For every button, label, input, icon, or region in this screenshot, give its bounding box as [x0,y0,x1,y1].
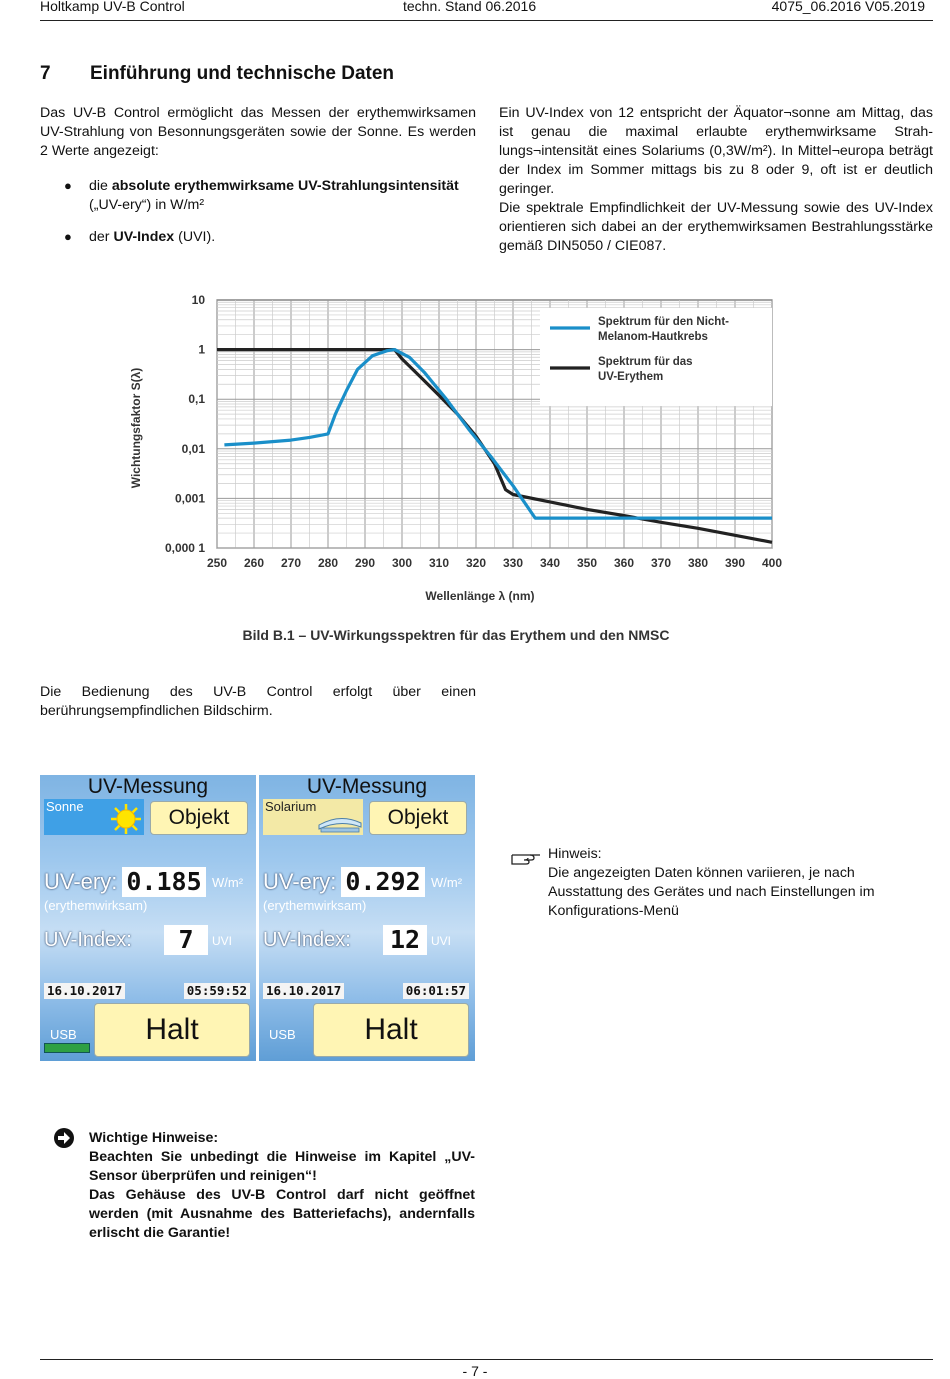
touchscreen-paragraph: Die Bedienung des UV-B Control erfolgt über einen berührungsempfindlichen Bildschirm. [40,684,476,719]
legend-label: Spektrum für das [598,356,693,368]
mode-label: Solarium [265,799,317,814]
usb-label: USB [269,1027,296,1042]
screen-title: UV-Messung [87,775,209,798]
y-tick-labels [165,293,205,555]
device-screen-sonne [40,775,256,1061]
header-product: Holtkamp UV-B Control [40,0,185,14]
uv-ery-value: 0.185 [122,867,206,897]
uv-ery-sublabel: (erythemwirksam) [263,898,367,913]
mode-selector[interactable] [44,799,144,835]
uv-spectrum-chart [120,288,800,650]
sun-icon [110,803,142,835]
x-tick-label: 370 [650,556,672,570]
x-tick-label: 310 [428,556,450,570]
uv-ery-unit: W/m² [212,875,244,890]
intro-paragraph: Das UV-B Control ermöglicht das Messen der erythemwirksamen UV-Strahlung von Besonnungsgeräten sowie der Sonne. Es werden 2 Werte angezeigt: [40,105,476,159]
y-tick-label: 0,1 [188,392,205,407]
section-number: 7 [40,63,51,84]
legend-label: Melanom-Hautkrebs [598,331,708,343]
halt-button[interactable]: Halt [313,1003,469,1057]
screen-time: 05:59:52 [184,983,250,999]
screen-title: UV-Messung [306,775,428,798]
bullet1-bold: absolute erythemwirksame UV-Strahlungsintensität [111,178,459,194]
screen-date: 16.10.2017 [44,983,125,999]
hint-block [548,845,928,921]
screen-date: 16.10.2017 [263,983,344,999]
bullet-uv-index [64,228,479,247]
uv-index-value: 12 [383,925,427,955]
x-tick-label: 280 [317,556,339,570]
uv-index-label: UV-Index: [263,929,351,951]
uv-ery-label: UV-ery: [44,869,118,894]
uv-ery-value: 0.292 [341,867,425,897]
bullet2-bold: UV-Index [113,229,175,245]
uv-ery-unit: W/m² [431,875,463,890]
usb-label: USB [50,1027,77,1042]
bullet1-post: („UV-ery“) in W/m² [89,197,205,213]
chart-caption: Bild B.1 – UV-Wirkungsspektren für das Erythem und den NMSC [242,627,670,643]
header-status: techn. Stand 06.2016 [403,0,537,14]
x-tick-label: 400 [761,556,783,570]
x-tick-label: 360 [613,556,635,570]
y-axis-label: Wichtungsfaktor S(λ) [129,367,143,489]
y-tick-label: 10 [191,293,205,307]
uv-index-unit: UVI [212,934,233,948]
x-tick-label: 350 [576,556,598,570]
bullet2-pre: der [89,229,114,245]
mode-selector[interactable] [263,799,363,835]
bullet1-pre: die [89,178,112,194]
mode-label: Sonne [46,799,84,814]
x-tick-label: 250 [206,556,228,570]
x-tick-label: 390 [724,556,746,570]
chart-legend [540,308,772,406]
legend-label: Spektrum für den Nicht- [598,316,729,328]
important-text-1: Beachten Sie unbedingt die Hinweise im Kapitel „UV-Sensor überprüfen und reinigen“! [89,1149,475,1184]
uv-ery-label: UV-ery: [263,869,337,894]
x-tick-labels [207,556,782,570]
uv-ery-sublabel: (erythemwirksam) [44,898,148,913]
page-number: - 7 - [462,1363,488,1379]
x-tick-label: 300 [391,556,413,570]
screen-time: 06:01:57 [403,983,469,999]
x-tick-label: 260 [243,556,265,570]
header-version: 4075_06.2016 V05.2019 [771,0,925,14]
halt-button[interactable]: Halt [94,1003,250,1057]
important-notes [89,1129,475,1243]
legend-label: UV-Erythem [598,371,664,383]
section-title: Einführung und technische Daten [90,63,395,84]
usb-status-bar [44,1043,90,1053]
page-header [40,0,933,21]
y-tick-label: 0,01 [181,441,205,456]
bullet-uv-ery [64,177,479,215]
section-heading [40,63,394,85]
uv-index-label: UV-Index: [44,929,132,951]
y-tick-label: 1 [198,342,205,357]
x-tick-label: 320 [465,556,487,570]
hint-title: Hinweis: [548,846,602,862]
object-button[interactable]: Objekt [369,801,467,835]
device-screen-solarium [259,775,475,1061]
bullet-dot: ● [64,229,72,244]
bullet-dot: ● [64,178,72,193]
usb-status-bar [263,1043,307,1051]
x-tick-label: 290 [354,556,376,570]
uv-index-unit: UVI [431,934,452,948]
x-tick-label: 380 [687,556,709,570]
x-tick-label: 340 [539,556,561,570]
important-title: Wichtige Hinweise: [89,1130,219,1146]
arrow-circle-icon [53,1127,75,1149]
x-tick-label: 270 [280,556,302,570]
y-tick-label: 0,000 1 [164,541,205,555]
important-text-2: Das Gehäuse des UV-B Control darf nicht geöffnet werden (mit Ausnahme des Batteriefachs), andernfalls erlischt die Garantie! [89,1187,475,1241]
uv-index-value: 7 [164,925,208,955]
hint-text: Die angezeigten Daten können variieren, je nach Ausstattung des Gerätes und nach Einstellungen im Konfigurations-Menü [548,865,875,919]
x-axis-label: Wellenlänge λ (nm) [425,589,535,603]
x-tick-label: 330 [502,556,524,570]
page-footer [40,1359,933,1360]
solarium-icon [317,811,363,833]
pointing-hand-icon [510,849,542,867]
object-button[interactable]: Objekt [150,801,248,835]
bullet2-post: (UVI). [174,229,216,245]
uv-index-paragraph: Ein UV-Index von 12 entspricht der Äquator¬sonne am Mittag, das ist genau die maximal erlaubte erythemwirksame Strah-lungs¬intensität eines Solariums (0,3W/m²). In Mittel¬europa beträgt der Index im Sommer mittags bis zu 8 oder 9, oft ist er deutlich geringer. [499,105,933,197]
y-tick-label: 0,001 [174,491,205,506]
spectral-paragraph: Die spektrale Empfindlichkeit der UV-Messung sowie des UV-Index orientieren sich dabei an der erythemwirksamen Bestrahlungsstärke gemäß DIN5050 / CIE087. [499,200,933,254]
